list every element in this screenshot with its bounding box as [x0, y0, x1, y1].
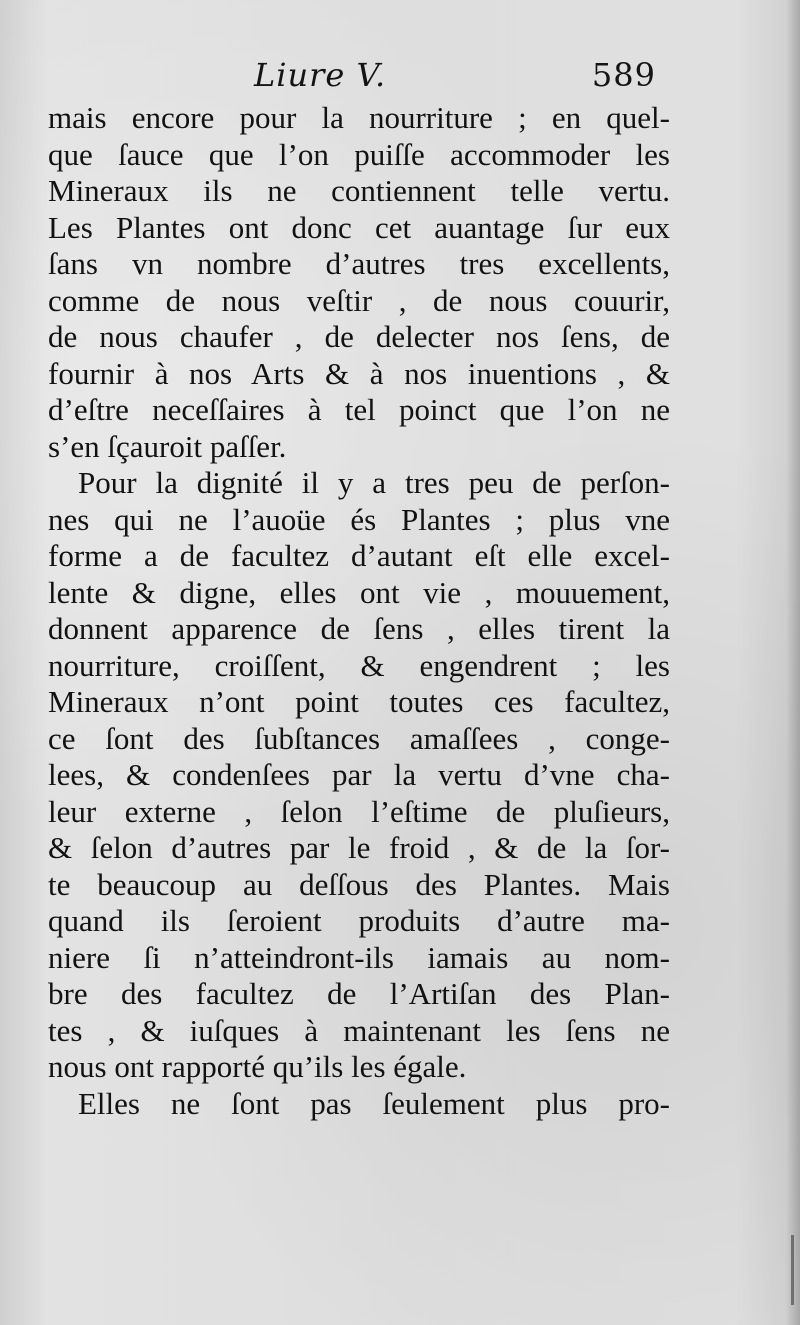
- page-edge-mark: [791, 1235, 794, 1305]
- paragraph-start-line: Elles ne ſont pas ſeulement plus pro-: [78, 1085, 670, 1121]
- text-line: Mineraux ils ne contiennent telle vertu.: [48, 173, 670, 208]
- text-line: quand ils ſeroient produits d’autre ma-: [48, 903, 670, 938]
- text-line: ce ſont des ſubſtances amaſſees , conge-: [48, 720, 670, 756]
- text-line: tes , & iuſques à maintenant les ſens ne: [48, 1012, 670, 1048]
- running-title: Liure V.: [254, 56, 387, 94]
- text-line: Mineraux n’ont point toutes ces facultez,: [48, 684, 670, 719]
- paragraph-start-line: Pour la dignité il y a tres peu de perſon-: [78, 465, 670, 500]
- text-line: Les Plantes ont donc cet auantage ſur eux: [48, 209, 670, 245]
- page-header: [48, 52, 664, 100]
- text-line: leur externe , ſelon l’eſtime de pluſieurs,: [48, 793, 670, 829]
- text-line: de nous chaufer , de delecter nos ſens, de: [48, 319, 670, 354]
- text-line: mais encore pour la nourriture ; en quel-: [48, 100, 670, 135]
- text-line: te beaucoup au deſſous des Plantes. Mais: [48, 866, 670, 902]
- text-line: fournir à nos Arts & à nos inuentions , &: [48, 355, 670, 391]
- text-line: lente & digne, elles ont vie , mouuement,: [48, 574, 670, 610]
- text-line: & ſelon d’autres par le froid , & de la ſor-: [48, 830, 670, 865]
- page-edge-shadow: [786, 0, 800, 1325]
- text-line: nes qui ne l’auoüe és Plantes ; plus vne: [48, 501, 670, 537]
- text-line: nous ont rapporté qu’ils les égale.: [48, 1049, 467, 1084]
- text-line: forme a de facultez d’autant eſt elle excel-: [48, 538, 670, 573]
- text-line: comme de nous veſtir , de nous couurir,: [48, 282, 670, 318]
- text-line: nourriture, croiſſent, & engendrent ; les: [48, 647, 670, 683]
- text-line: lees, & condenſees par la vertu d’vne cha-: [48, 757, 670, 792]
- body-text: [48, 100, 670, 1122]
- text-line: bre des facultez de l’Artiſan des Plan-: [48, 976, 670, 1011]
- text-line: niere ſi n’atteindront-ils iamais au nom-: [48, 939, 670, 975]
- page-number: 589: [591, 56, 656, 94]
- text-line: s’en ſçauroit paſſer.: [48, 428, 287, 464]
- text-line: ſans vn nombre d’autres tres excellents,: [48, 246, 670, 281]
- text-line: donnent apparence de ſens , elles tirent la: [48, 611, 670, 646]
- text-line: que ſauce que l’on puiſſe accommoder les: [48, 136, 670, 172]
- text-line: d’eſtre neceſſaires à tel poinct que l’on ne: [48, 392, 670, 427]
